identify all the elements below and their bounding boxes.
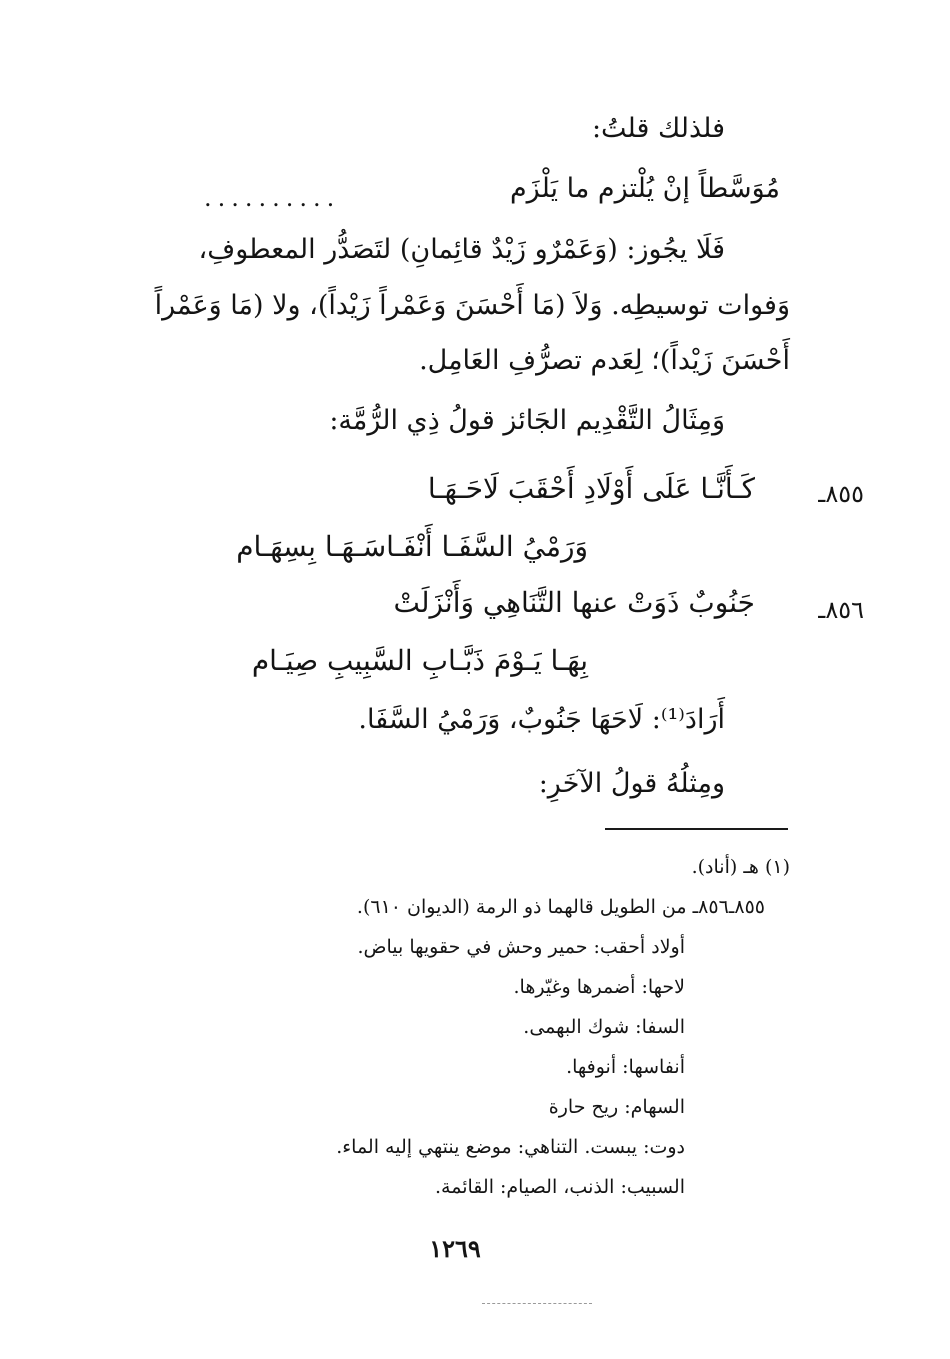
verse-ellipsis: .......... [204,184,341,212]
gloss-line: السهام: ريح حارة [548,1096,685,1118]
gloss-line: دوت: يبست. التناهي: موضع ينتهي إليه الماء. [336,1136,685,1158]
paragraph-line-2: وَفوات توسيطِه. وَلاَ (مَا أَحْسَنَ وَعَمْراً زَيْداً)، ولا (مَا وَعَمْراً [154,290,790,321]
poem-first-hemistich: كَـأَنَّـا عَلَى أَوْلَادِ أَحْقَبَ لَاحَـهَـا [427,472,755,505]
explanation-line: أَرَادَ⁽¹⁾: لَاحَهَا جَنُوبٌ، وَرَمْيُ السَّفَا. [358,704,725,735]
poem-number: ٨٥٦ـ [818,596,864,624]
gloss-line: السبيب: الذنب، الصيام: القائمة. [435,1176,685,1198]
gloss-line: أنفاسها: أنوفها. [566,1056,685,1078]
poem-second-hemistich: بِهَـا يَـوْمَ ذَبَّـابِ السَّبِيبِ صِيَـام [251,644,588,677]
verse-fragment: مُوَسَّطاً إنْ يُلْتزم ما يَلْزَم [509,173,780,204]
paragraph-line-1: فَلَا يجُوز: (وَعَمْرٌو زَيْدٌ قائِمانِ) لتَصَدُّر المعطوفِ، [198,234,725,265]
explanation-line: ومِثلُهُ قولُ الآخَرِ: [538,768,725,799]
footnote-separator [605,828,788,830]
page-number: ١٢٦٩ [429,1234,481,1263]
paragraph-2: وَمِثَالُ التَّقْدِيم الجَائز قولُ ذِي الرُّمَّة: [329,405,725,436]
poem-second-hemistich: وَرَمْيُ السَّفَـا أَنْفَـاسَـهَـا بِسِهَـام [236,530,588,563]
footnote: (١) هـ (أناد). [691,856,790,878]
gloss-line: السفا: شوك البهمى. [523,1016,685,1038]
footnote-source: ٨٥٥ـ٨٥٦ـ من الطويل قالهما ذو الرمة (الديوان ٦١٠). [356,896,765,918]
intro-line: فلذلك قلتُ: [591,113,725,144]
poem-first-hemistich: جَنُوبٌ ذَوَتْ عنها التَّنَاهِي وَأَنْزَلَتْ [393,586,755,619]
gloss-line: لاحها: أضمرها وغيّرها. [513,976,685,998]
poem-number: ٨٥٥ـ [818,480,864,508]
gloss-line: أولاد أحقب: حمير وحش في حقويها بياض. [357,936,685,958]
paragraph-line-3: أَحْسَنَ زَيْداً)؛ لِعَدم تصرُّفِ العَامِل. [419,345,790,376]
bottom-divider [482,1303,592,1304]
